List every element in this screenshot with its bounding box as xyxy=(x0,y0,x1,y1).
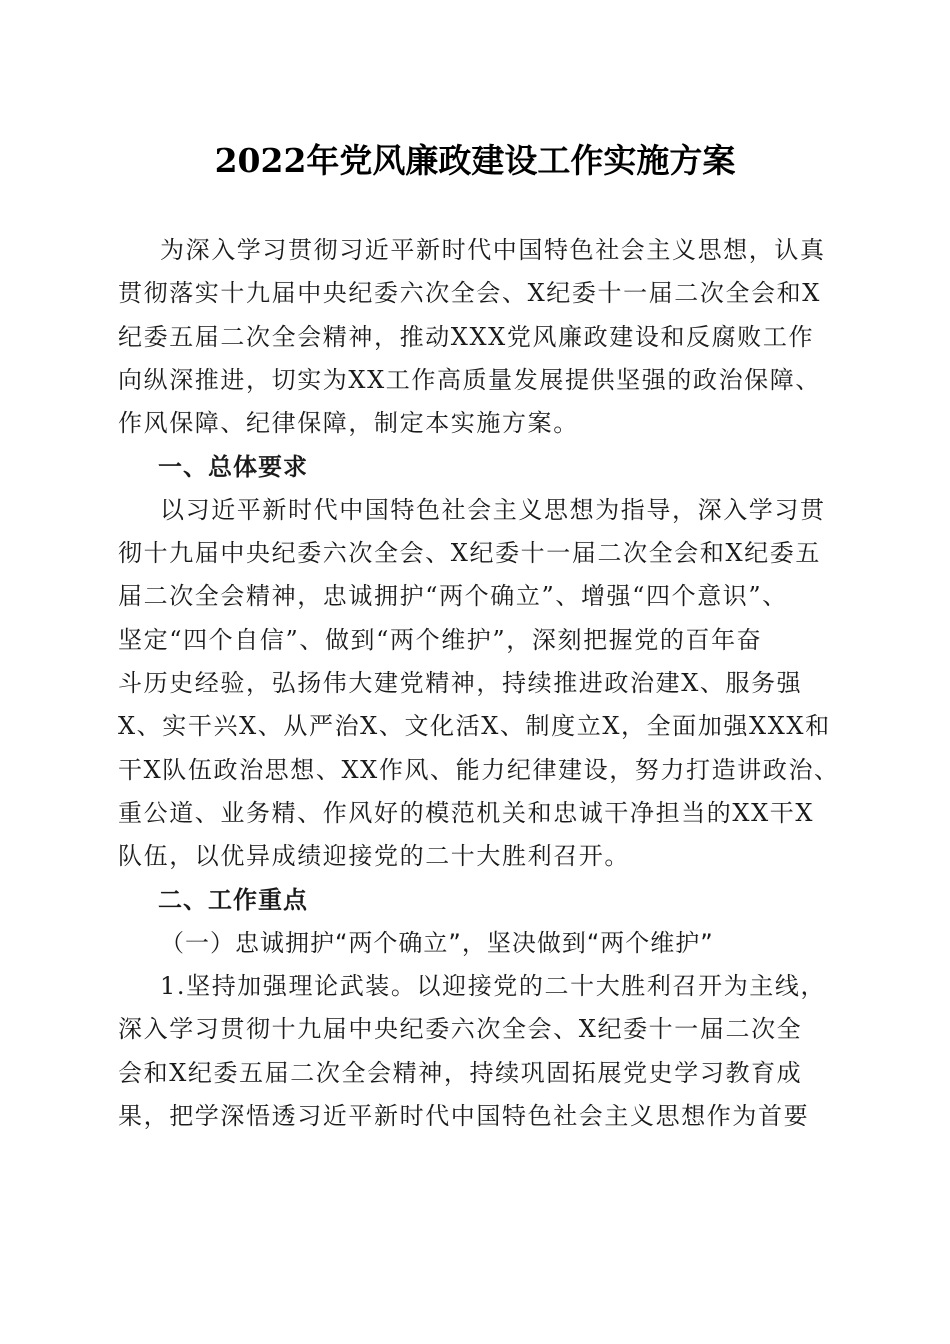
paragraph-line: 向纵深推进，切实为XX工作高质量发展提供坚强的政治保障、 xyxy=(118,365,821,394)
paragraph-line: 队伍，以优异成绩迎接党的二十大胜利召开。 xyxy=(118,842,630,871)
section-heading: 二、工作重点 xyxy=(158,885,308,914)
paragraph-line: 以习近平新时代中国特色社会主义思想为指导，深入学习贯 xyxy=(160,495,826,524)
subsection-heading: （一）忠诚拥护“两个确立”，坚决做到“两个维护” xyxy=(160,928,714,957)
paragraph-line: 果，把学深悟透习近平新时代中国特色社会主义思想作为首要 xyxy=(118,1102,810,1130)
paragraph-line: 深入学习贯彻十九届中央纪委六次全会、X纪委十一届二次全 xyxy=(118,1015,803,1044)
paragraph-line: 贯彻落实十九届中央纪委六次全会、X纪委十一届二次全会和X xyxy=(118,279,821,308)
paragraph-line: 1.坚持加强理论武装。以迎接党的二十大胜利召开为主线， xyxy=(160,972,827,1001)
paragraph-line: 斗历史经验，弘扬伟大建党精神，持续推进政治建X、服务强 xyxy=(118,669,803,697)
paragraph-line: 重公道、业务精、作风好的模范机关和忠诚干净担当的XX干X xyxy=(118,798,815,827)
paragraph-line: 会和X纪委五届二次全会精神，持续巩固拓展党史学习教育成 xyxy=(118,1058,803,1087)
paragraph-line: 纪委五届二次全会精神，推动XXX党风廉政建设和反腐败工作 xyxy=(118,322,815,351)
paragraph-line: 届二次全会精神，忠诚拥护“两个确立”、增强“四个意识”、 xyxy=(118,582,788,611)
paragraph-line: 彻十九届中央纪委六次全会、X纪委十一届二次全会和X纪委五 xyxy=(118,539,821,568)
paragraph-line: 为深入学习贯彻习近平新时代中国特色社会主义思想，认真 xyxy=(160,236,826,264)
document-title: 2022年党风廉政建设工作实施方案 xyxy=(214,141,736,180)
paragraph-line: 干X队伍政治思想、XX作风、能力纪律建设，努力打造讲政治、 xyxy=(118,755,840,784)
section-heading: 一、总体要求 xyxy=(158,452,308,481)
paragraph-line: 坚定“四个自信”、做到“两个维护”，深刻把握党的百年奋 xyxy=(118,625,763,654)
paragraph-line: 作风保障、纪律保障，制定本实施方案。 xyxy=(118,409,579,438)
paragraph-line: X、实干兴X、从严治X、文化活X、制度立X，全面加强XXX和 xyxy=(118,712,831,741)
